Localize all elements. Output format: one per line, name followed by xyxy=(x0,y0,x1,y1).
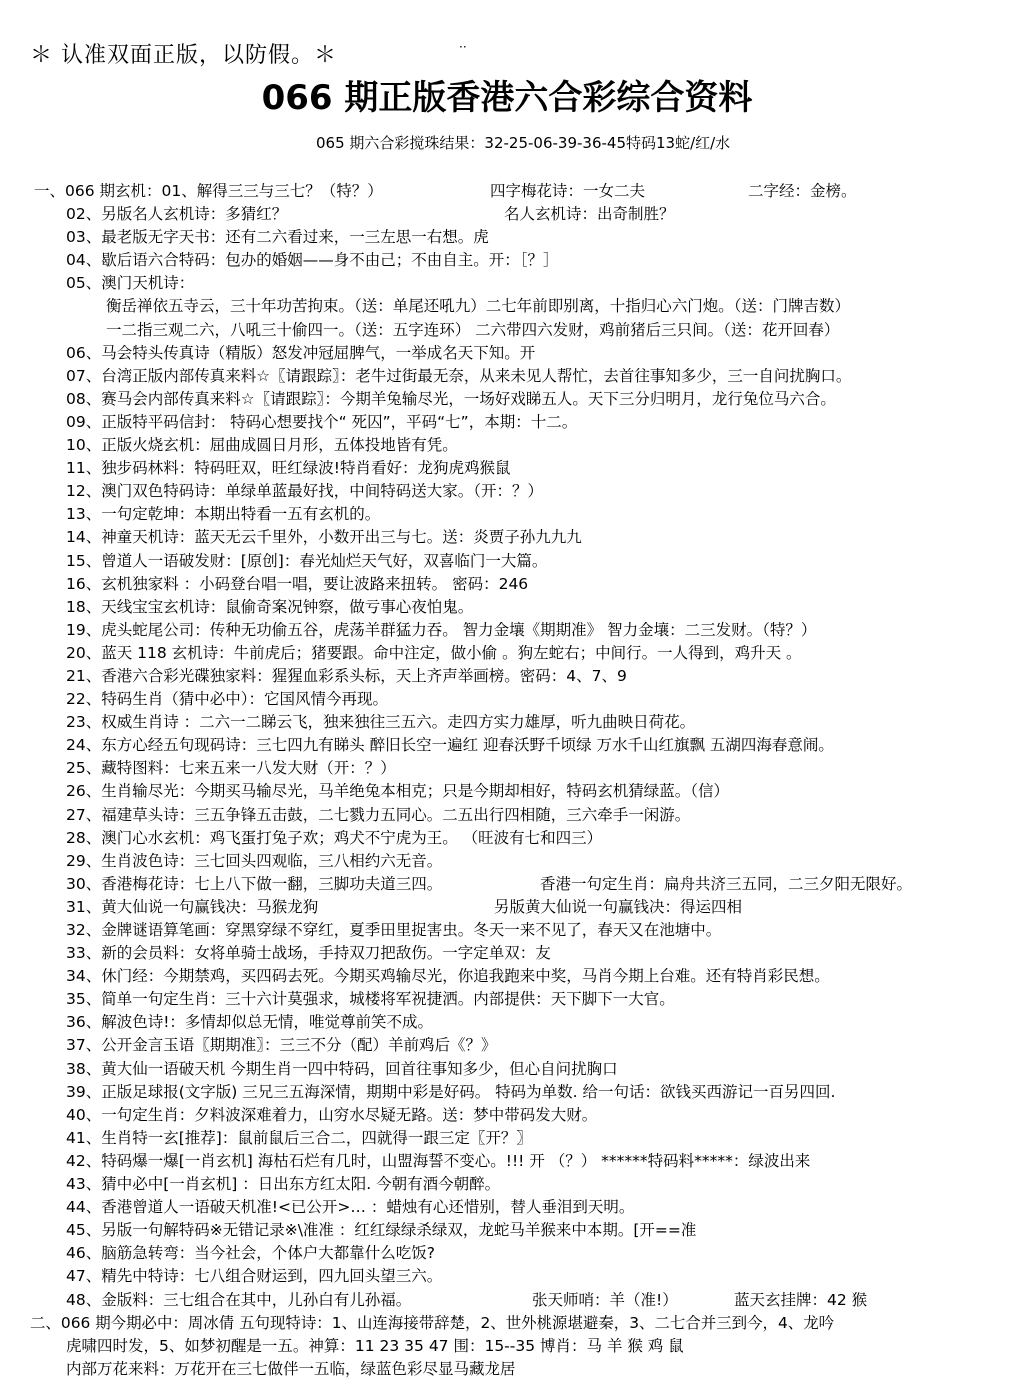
content-line: 22、特码生肖（猜中必中）：它国风情今再现。 xyxy=(66,690,388,709)
content-line: 20、蓝天 118 玄机诗：牛前虎后；猪要跟。命中注定，做小偷 。狗左蛇右；中间行。一人得到，鸡升天 。 xyxy=(66,643,802,662)
content-line: 36、解波色诗!：多情却似总无情，唯觉尊前笑不成。 xyxy=(66,1013,433,1032)
line-text: 四字梅花诗：一女二夫 xyxy=(490,182,646,200)
content-line: 一二指三观二六，八吼三十偷四一。（送：五字连环） 二六带四六发财，鸡前猪后三只间。（送：花开回春） xyxy=(106,320,840,339)
line-text: 二字经：金榜。 xyxy=(748,182,857,200)
content-line: 06、马会特头传真诗（精版）怒发冲冠屈脾气，一举成名天下知。开 xyxy=(66,343,536,362)
decorative-dots: ·· xyxy=(459,40,467,54)
content-line xyxy=(34,180,1009,203)
content-line: 44、香港曾道人一语破天机准!<已公开>… ：蜡烛有心还惜别，替人垂泪到天明。 xyxy=(66,1198,635,1217)
content-line xyxy=(34,873,1009,896)
content-line: 23、权威生肖诗 ：二六一二睇云飞，独来独往三五六。走四方实力雄厚，听九曲映日荷花。 xyxy=(66,713,696,732)
content-line: 10、正版火烧玄机：屈曲成圆日月形，五体投地皆有凭。 xyxy=(66,436,458,455)
line-text: 02、另版名人玄机诗：多猜红？ xyxy=(66,205,288,224)
line-text: 名人玄机诗：出奇制胜？ xyxy=(504,205,675,224)
content-line xyxy=(34,203,1009,226)
line-text: 香港一句定生肖：扁舟共济三五同，二三夕阳无限好。 xyxy=(540,874,913,893)
content-line: 46、脑筋急转弯：当今社会，个体户大都靠什么吃饭? xyxy=(66,1244,435,1263)
content-line: 43、猜中必中[一肖玄机] ：日出东方红太阳. 今朝有酒今朝醉。 xyxy=(66,1175,501,1194)
content-line: 40、一句定生肖：夕料波深难着力，山穷水尽疑无路。送：梦中带码发大财。 xyxy=(66,1105,598,1124)
content-line: 15、曾道人一语破发财：[原创]：春光灿烂天气好，双喜临门一大篇。 xyxy=(66,551,548,570)
line-text: 张天师哨：羊（准!） xyxy=(532,1290,678,1309)
content-line: 45、另版一句解特码※无错记录※\准准 ：红红绿绿杀绿双，龙蛇马羊猴来中本期。[开==准 xyxy=(66,1221,697,1240)
content-line: 39、正版足球报(文字版) 三兄三五海深情，期期中彩是好码。 特码为单数. 给一句话：欲钱买西游记一百另四回. xyxy=(66,1082,836,1101)
line-text: 30、香港梅花诗：七上八下做一翻，三脚功夫道三四。 xyxy=(66,874,443,893)
content-line: 16、玄机独家料 ：小码登台唱一唱，要让波路来扭转。 密码：246 xyxy=(66,574,529,593)
content-line: 24、东方心经五句现码诗：三七四九有睇头 醉旧长空一遍红 迎春沃野千顷绿 万水千山红旗飘 五湖四海春意闹。 xyxy=(66,736,834,755)
content-line: 37、公开金言玉语〖期期准〗：三三不分（配）羊前鸡后《？》 xyxy=(66,1036,497,1055)
line-text: 48、金版料：三七组合在其中，儿孙白有儿孙福。 xyxy=(66,1290,412,1309)
content-line xyxy=(34,896,1009,919)
content-line: 07、台湾正版内部传真来料☆〖请跟踪〗：老牛过街最无奈，从来未见人帮忙，去首往事知多少，三一自问扰胸口。 xyxy=(66,366,852,385)
content-line: 09、正版特平码信封： 特码心想要找个“ 死囚”，平码“七”，本期：十二。 xyxy=(66,412,578,431)
content-body xyxy=(30,180,1009,1381)
content-line: 26、生肖输尽光：今期买马输尽光，马羊绝兔本相克；只是今期却相好，特码玄机猜绿蓝。（信） xyxy=(66,782,729,801)
content-line: 25、藏特图料：七来五来一八发大财（开：？） xyxy=(66,759,396,778)
content-line: 19、虎头蛇尾公司：传种无功偷五谷，虎荡羊群猛力吞。 智力金壤《期期准》 智力金壤：二三发财。（特？） xyxy=(66,620,817,639)
content-line: 35、简单一句定生肖：三十六计莫强求，城楼将军祝捷洒。内部提供：天下脚下一大官。 xyxy=(66,990,675,1009)
content-line: 12、澳门双色特码诗：单绿单蓝最好找，中间特码送大家。（开：？） xyxy=(66,482,543,501)
content-line: 18、天线宝宝玄机诗：鼠偷奇案况钟察，做亏事心夜怕鬼。 xyxy=(66,597,474,616)
section2-line: 二、066 期今期必中：周冰倩 五句现特诗：1、山连海接带辞楚，2、世外桃源堪避秦，3、二七合并三到今，4、龙吟 xyxy=(30,1313,835,1332)
content-line xyxy=(34,1289,1009,1312)
section2-line: 虎啸四时发，5、如梦初醒是一五。神算：11 23 35 47 围：15--35 博肖：马 羊 猴 鸡 鼠 xyxy=(66,1336,684,1355)
section2-line: 内部万花来料：万花开在三七做伴一五临，绿蓝色彩尽显马藏龙居 xyxy=(66,1359,516,1378)
content-line: 13、一句定乾坤：本期出特看一五有玄机的。 xyxy=(66,505,381,524)
line-text: 一、066 期玄机：01、解得三三与三七？（特？） xyxy=(34,182,383,200)
content-line: 27、福建草头诗：三五争锋五击鼓，二七戮力五同心。二五出行四相随，三六牵手一闲游。 xyxy=(66,805,691,824)
previous-draw-result: 065 期六合彩搅珠结果：32-25-06-39-36-45特码13蛇/红/水 xyxy=(316,134,731,152)
page-title: 066 期正版香港六合彩综合资料 xyxy=(261,78,753,118)
content-line: 05、澳门天机诗： xyxy=(66,274,195,293)
content-line: 28、澳门心水玄机：鸡飞蛋打兔子欢；鸡犬不宁虎为王。 （旺波有七和四三） xyxy=(66,828,603,847)
content-line: 29、生肖波色诗：三七回头四观临，三八相约六无音。 xyxy=(66,851,443,870)
content-line: 11、独步码林料：特码旺双，旺红绿波!特肖看好：龙狗虎鸡猴鼠 xyxy=(66,459,511,478)
anti-counterfeit-notice: ＊ 认准双面正版，以防假。＊ xyxy=(30,43,337,68)
content-line: 34、休门经：今期禁鸡，买四码去死。今期买鸡输尽光，你追我跑来中奖，马肖今期上台难。还有特肖彩民想。 xyxy=(66,967,830,986)
content-line: 04、歇后语六合特码：包办的婚姻——身不由己；不由自主。开：［？］ xyxy=(66,251,559,270)
content-line: 47、精先中特诗：七八组合财运到，四九回头望三六。 xyxy=(66,1267,443,1286)
content-line: 38、黄大仙一语破天机 今期生肖一四中特码，回首往事知多少，但心自问扰胸口 xyxy=(66,1059,618,1078)
content-line: 14、神童天机诗：蓝天无云千里外，小数开出三与七。送：炎贾子孙九九九 xyxy=(66,528,582,547)
line-text: 另版黄大仙说一句赢钱决：得运四相 xyxy=(494,897,743,916)
content-line: 42、特码爆一爆[一肖玄机] 海枯石烂有几时，山盟海誓不变心。!!! 开 （？） ******特码料*****：绿波出来 xyxy=(66,1151,811,1170)
line-text: 31、黄大仙说一句赢钱决：马猴龙狗 xyxy=(66,897,319,916)
content-line: 21、香港六合彩光碟独家料：猩猩血彩系头标，天上齐声举画榜。密码：4、7、9 xyxy=(66,666,627,685)
content-line: 32、金牌谜语算笔画：穿黑穿绿不穿红，夏季田里捉害虫。冬天一来不见了，春天又在池塘中。 xyxy=(66,921,722,939)
content-line: 08、赛马会内部传真来料☆〖请跟踪〗：今期羊兔输尽光，一场好戏睇五人。天下三分归明月，龙行兔位马六合。 xyxy=(66,389,836,408)
content-line: 41、生肖特一玄[推荐]：鼠前鼠后三合二，四就得一跟三定〖开？〗 xyxy=(66,1128,532,1147)
content-line: 衡岳禅依五寺云，三十年功苦拘束。（送：单尾还吼九）二七年前即别离，十指归心六门炮。（送：门牌吉数） xyxy=(106,297,851,316)
content-line: 33、新的会员料：女将单骑士战场，手持双刀把敌伤。一字定单双：友 xyxy=(66,944,551,963)
line-text: 蓝天玄挂牌：42 猴 xyxy=(734,1290,868,1309)
content-line: 03、最老版无字天书：还有二六看过来，一三左思一右想。虎 xyxy=(66,228,489,247)
